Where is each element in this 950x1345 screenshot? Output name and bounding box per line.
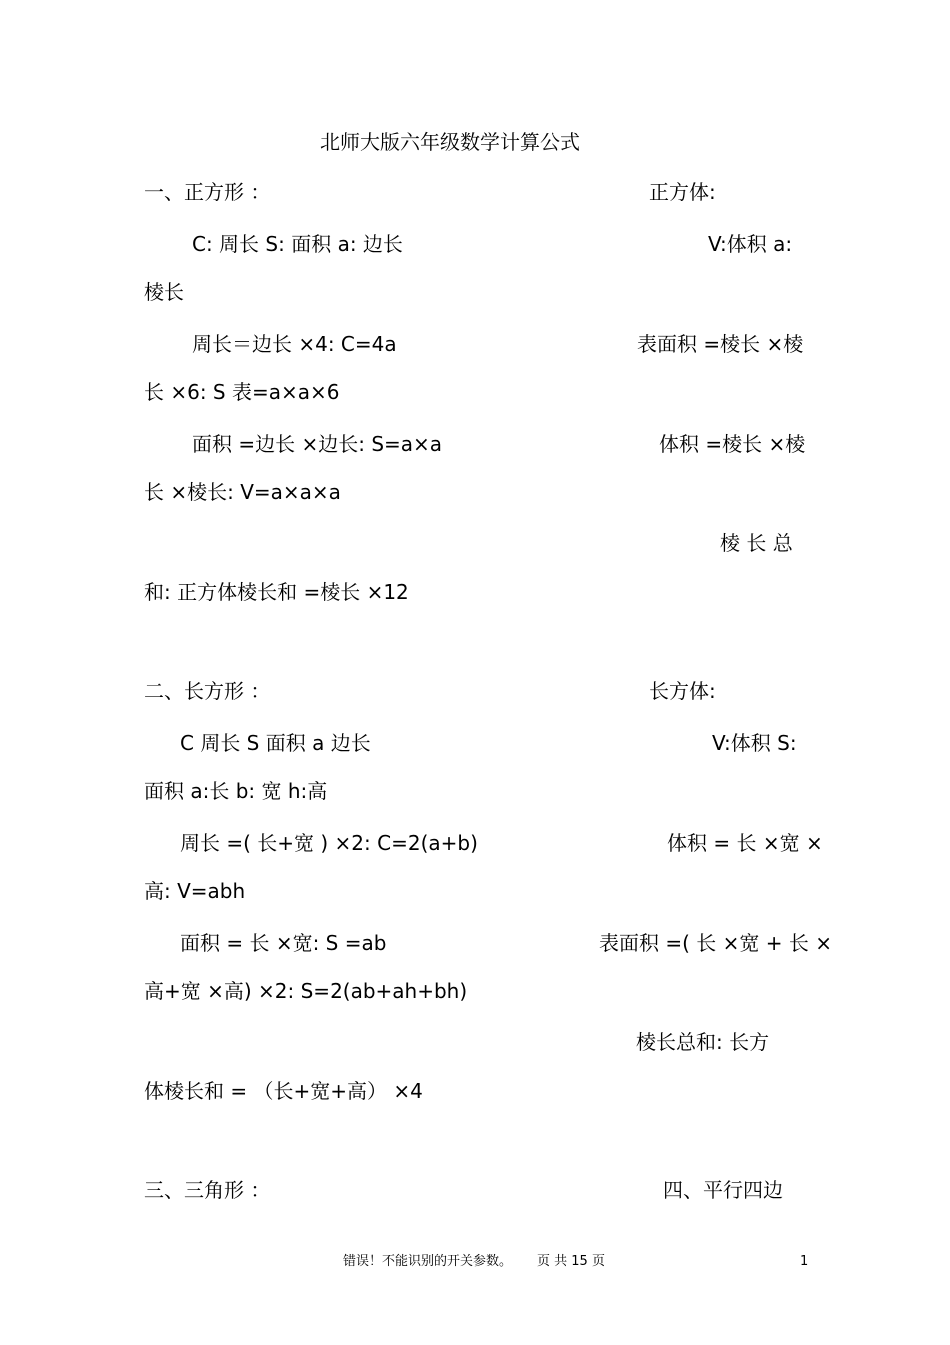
text-line: 棱长	[144, 280, 184, 304]
formula-line: 面积 =边长 ×边长: S=a×a	[192, 432, 443, 456]
text-line: V:体积 S:	[712, 731, 797, 755]
text-line: C: 周长 S: 面积 a: 边长	[192, 232, 403, 256]
page-title: 北师大版六年级数学计算公式	[320, 130, 580, 154]
formula-line: 面积 = 长 ×宽: S =ab	[180, 931, 387, 955]
formula-line: 和: 正方体棱长和 =棱长 ×12	[144, 580, 409, 604]
section-heading-square: 一、正方形 ：	[144, 180, 271, 204]
formula-line: 高: V=abh	[144, 879, 246, 903]
text-line: C 周长 S 面积 a 边长	[180, 731, 371, 755]
formula-line: 表面积 =棱长 ×棱	[637, 332, 804, 356]
text-line: 面积 a:长 b: 宽 h:高	[144, 779, 328, 803]
text-line: V:体积 a:	[708, 232, 793, 256]
formula-line: 长 ×棱长: V=a×a×a	[144, 480, 341, 504]
formula-line: 长 ×6: S 表=a×a×6	[144, 380, 340, 404]
section-heading-parallelogram: 四、平行四边	[663, 1178, 783, 1202]
section-heading-cube: 正方体:	[649, 180, 716, 204]
formula-line: 体棱长和 = （长+宽+高） ×4	[144, 1079, 423, 1103]
formula-line: 体积 =棱长 ×棱	[659, 432, 806, 456]
formula-line: 表面积 =( 长 ×宽 + 长 ×	[599, 931, 832, 955]
footer-page-number: 1	[800, 1254, 809, 1269]
footer-note: 错误！不能识别的开关参数。	[343, 1254, 513, 1269]
footer-page-count: 页 共 15 页	[537, 1254, 605, 1269]
section-heading-triangle: 三、三角形 ：	[144, 1178, 271, 1202]
section-heading-rectangle: 二、长方形 ：	[144, 679, 271, 703]
formula-line: 周长＝边长 ×4: C=4a	[192, 332, 397, 356]
formula-line: 周长 =( 长+宽 ) ×2: C=2(a+b)	[180, 831, 478, 855]
formula-line: 高+宽 ×高) ×2: S=2(ab+ah+bh)	[144, 979, 468, 1003]
formula-line: 体积 = 长 ×宽 ×	[667, 831, 823, 855]
formula-line: 棱 长 总	[720, 531, 793, 555]
formula-line: 棱长总和: 长方	[636, 1030, 770, 1054]
section-heading-cuboid: 长方体:	[649, 679, 716, 703]
